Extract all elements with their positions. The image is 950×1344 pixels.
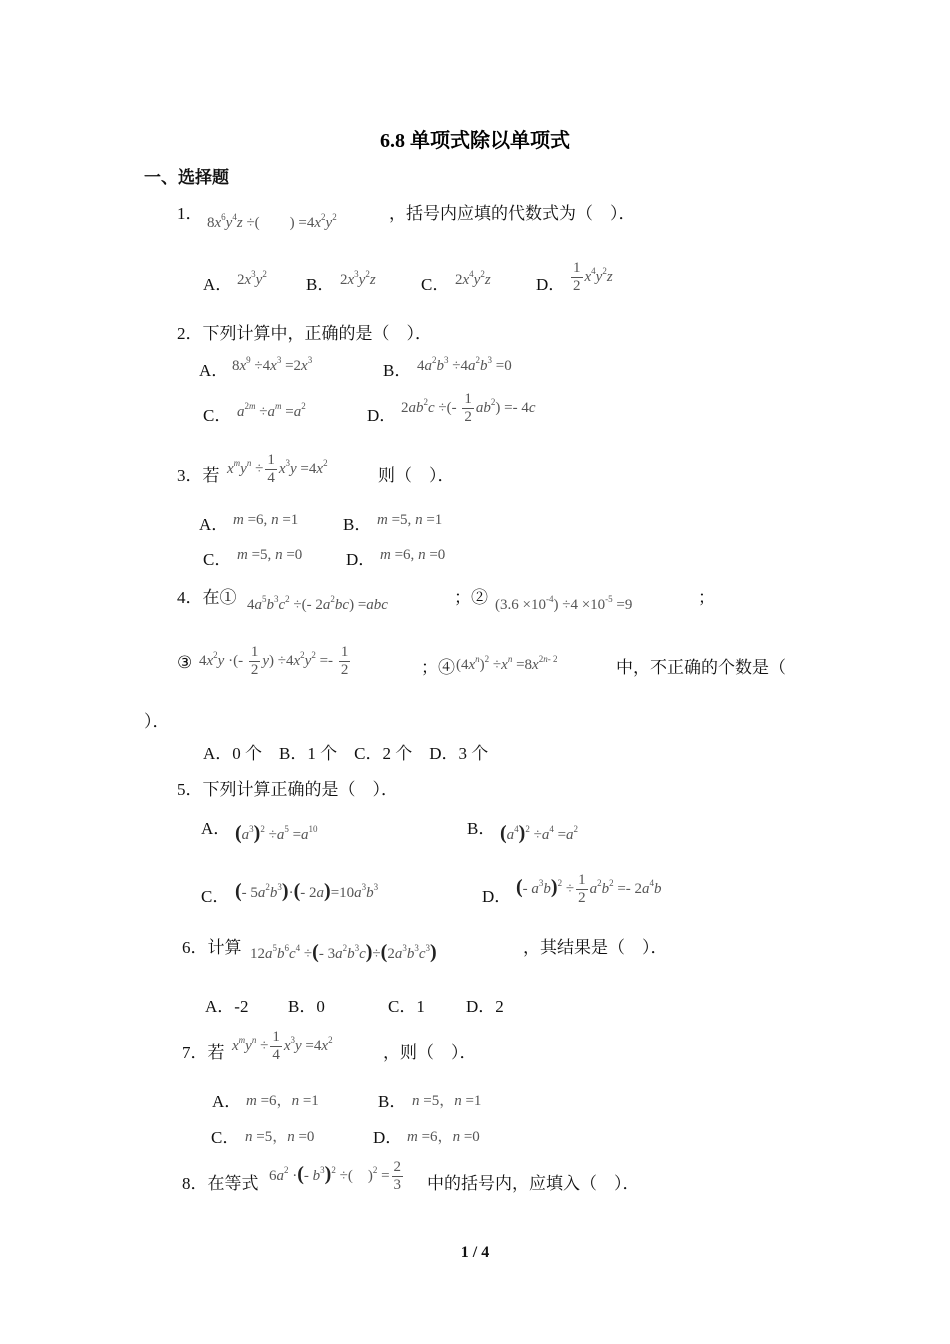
q3-option-b-label: B． bbox=[343, 515, 372, 534]
q2-option-c: $a^{2m} \div a^m =a^2$ bbox=[237, 401, 306, 420]
q6-option-a: A．-2 bbox=[205, 997, 249, 1016]
q3-option-a: m =6, n =1 bbox=[233, 512, 299, 528]
q4-prefix: 4．在① bbox=[177, 588, 237, 607]
q4-expression-2: $(3.6 \times 10^{-4}) \div 4 \times 10^{-5} =9$ bbox=[495, 594, 633, 613]
q1-number: 1． bbox=[177, 204, 203, 223]
q4-expression-4: $(4x^n)^2 \div x^n =8x^{2n- 2}$ bbox=[456, 654, 558, 673]
q2-option-d: $2ab^2c$ ÷(- $\frac{1}{2}$ $ab^2) =- 4c$ bbox=[401, 391, 536, 425]
q7-option-a: m =6，n =1 bbox=[246, 1093, 319, 1109]
q4-sep1: ；② bbox=[454, 588, 488, 607]
q1-option-a-label: A． bbox=[203, 275, 233, 294]
q7-expression: $x^my^n$ ÷ $\frac{1}{4}$ $x^3y =4x^2$ bbox=[232, 1029, 333, 1063]
q6-option-c: C．1 bbox=[388, 997, 425, 1016]
q3-suffix: 则（ ）． bbox=[378, 466, 455, 485]
q3-option-d-label: D． bbox=[346, 550, 376, 569]
q4-tail2: ）． bbox=[144, 712, 170, 731]
q3-prefix: 3．若 bbox=[177, 466, 220, 485]
q4-expression-1: $4a^5b^3c^2$ ÷(- $2a^2bc) =abc$ bbox=[247, 594, 388, 613]
q7-option-b: n =5，n =1 bbox=[412, 1093, 482, 1109]
q5-option-d-label: D． bbox=[482, 887, 512, 906]
q2-option-b-label: B． bbox=[383, 361, 412, 380]
q3-option-b: m =5, n =1 bbox=[377, 512, 443, 528]
q1-option-b-label: B． bbox=[306, 275, 335, 294]
q8-suffix: 中的括号内，应填入（ ）． bbox=[427, 1174, 640, 1193]
q5-option-c: (- $5a^2b^3)\cdot(-$ $2a)=10a^3b^3$ bbox=[235, 880, 379, 902]
q5-option-a-label: A． bbox=[201, 819, 231, 838]
q4-end1: ； bbox=[698, 588, 715, 607]
q7-prefix: 7．若 bbox=[182, 1043, 225, 1062]
q3-option-a-label: A． bbox=[199, 515, 229, 534]
q5-option-b: $(a^4)^2 \div a^4 =a^2$ bbox=[500, 822, 579, 844]
q7-option-b-label: B． bbox=[378, 1092, 407, 1111]
q4-expression-3: $4x^2y$ ·(- $\frac{1}{2}$ $y) \div 4x^2y^2$ =- $\frac{1}{2}$ bbox=[199, 644, 349, 678]
q3-expression: $x^my^n$ ÷ $\frac{1}{4}$ $x^3y =4x^2$ bbox=[227, 452, 328, 486]
q6-option-d: D．2 bbox=[466, 997, 504, 1016]
q1-option-d: $\frac{1}{2}$ $x^4y^2z$ bbox=[573, 260, 613, 294]
page-number: 1 / 4 bbox=[460, 1244, 490, 1261]
q7-suffix: ，则（ ）． bbox=[383, 1043, 477, 1062]
q4-mark3: ③ bbox=[177, 653, 193, 672]
q1-option-b: $2x^3y^2z$ bbox=[340, 269, 376, 288]
q1-option-d-label: D． bbox=[536, 275, 566, 294]
q2-option-a: $8x^9 \div 4x^3 =2x^3$ bbox=[232, 355, 313, 374]
q3-option-c: m =5, n =0 bbox=[237, 547, 303, 563]
q8-prefix: 8．在等式 bbox=[182, 1174, 259, 1193]
q6-option-b: B．0 bbox=[288, 997, 325, 1016]
q5-question: 5．下列计算正确的是（ ）． bbox=[177, 780, 398, 799]
q7-option-c-label: C． bbox=[211, 1128, 240, 1147]
q2-question: 2．下列计算中，正确的是（ ）． bbox=[177, 324, 432, 343]
q6-expression: $12a^5b^6c^4$ ÷(- $3a^2b^3c)\div(2a^3b^3c^3)$ bbox=[250, 941, 437, 963]
q3-option-d: m =6, n =0 bbox=[380, 547, 446, 563]
q7-option-d: m =6，n =0 bbox=[407, 1129, 480, 1145]
q6-prefix: 6．计算 bbox=[182, 938, 242, 957]
q1-option-c-label: C． bbox=[421, 275, 450, 294]
q2-option-a-label: A． bbox=[199, 361, 229, 380]
q4-sep2: ；④ bbox=[421, 658, 455, 677]
q1-option-c: $2x^4y^2z$ bbox=[455, 269, 491, 288]
q1-text: ，括号内应填的代数式为（ ）． bbox=[389, 204, 636, 223]
q2-option-b: $4a^2b^3 \div 4a^2b^3 =0$ bbox=[417, 355, 512, 374]
q5-option-b-label: B． bbox=[467, 819, 496, 838]
q6-suffix: ，其结果是（ ）． bbox=[523, 938, 668, 957]
q7-option-c: n =5，n =0 bbox=[245, 1129, 315, 1145]
q7-option-a-label: A． bbox=[212, 1092, 242, 1111]
q8-expression: $6a^2$ ·(- $b^3)^2$ ÷( )$^2$ = $\frac{2}{3}$ bbox=[269, 1159, 402, 1193]
q4-options: A．0 个 B．1 个 C．2 个 D．3 个 bbox=[203, 744, 489, 763]
page-title: 6.8 单项式除以单项式 bbox=[380, 130, 570, 152]
q1-expression: $8x^6y^4z$ ÷( ) $=4x^2y^2$ bbox=[207, 212, 337, 231]
q4-tail: 中，不正确的个数是（ bbox=[616, 658, 786, 677]
q2-option-c-label: C． bbox=[203, 406, 232, 425]
q5-option-a: $(a^3)^2 \div a^5 =a^{10}$ bbox=[235, 822, 318, 844]
q3-option-c-label: C． bbox=[203, 550, 232, 569]
q5-option-d: (- $a^3b)^2$ ÷ $\frac{1}{2}$ $a^2b^2 =- 2a^4b$ bbox=[516, 872, 662, 906]
q2-option-d-label: D． bbox=[367, 406, 397, 425]
q1-option-a: $2x^3y^2$ bbox=[237, 269, 267, 288]
q7-option-d-label: D． bbox=[373, 1128, 403, 1147]
section-heading: 一、选择题 bbox=[144, 168, 229, 187]
q5-option-c-label: C． bbox=[201, 887, 230, 906]
